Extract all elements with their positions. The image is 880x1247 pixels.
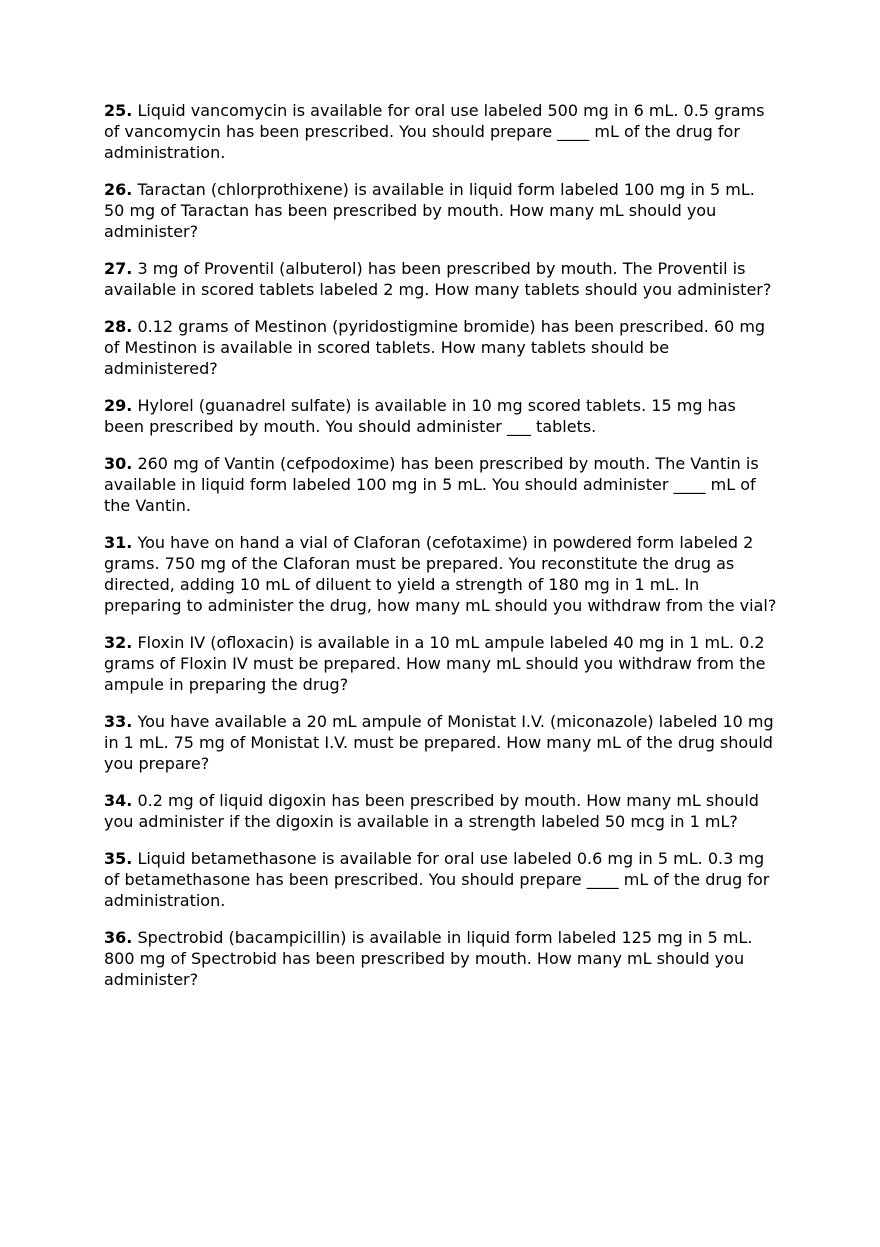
question-number: 34. [104, 791, 133, 810]
question-27 [104, 258, 780, 300]
question-number: 33. [104, 712, 133, 731]
question-number: 26. [104, 180, 133, 199]
question-29 [104, 395, 780, 437]
question-number: 36. [104, 928, 133, 947]
question-number: 30. [104, 454, 133, 473]
question-text: Spectrobid (bacampicillin) is available in liquid form labeled 125 mg in 5 mL. 800 mg of Spectrobid has been prescribed by mouth. How many mL should you administer? [104, 928, 753, 989]
question-number: 28. [104, 317, 133, 336]
question-36 [104, 927, 780, 990]
document-page [104, 100, 780, 1006]
question-number: 27. [104, 259, 133, 278]
question-30 [104, 453, 780, 516]
question-25 [104, 100, 780, 163]
question-text: Hylorel (guanadrel sulfate) is available in 10 mg scored tablets. 15 mg has been prescribed by mouth. You should administer ___ tablets. [104, 396, 736, 436]
question-34 [104, 790, 780, 832]
question-text: 0.2 mg of liquid digoxin has been prescribed by mouth. How many mL should you administer if the digoxin is available in a strength labeled 50 mcg in 1 mL? [104, 791, 759, 831]
question-text: Liquid betamethasone is available for oral use labeled 0.6 mg in 5 mL. 0.3 mg of betamethasone has been prescribed. You should prepare ____ mL of the drug for administration. [104, 849, 770, 910]
question-text: 260 mg of Vantin (cefpodoxime) has been prescribed by mouth. The Vantin is available in liquid form labeled 100 mg in 5 mL. You should administer ____ mL of the Vantin. [104, 454, 759, 515]
question-35 [104, 848, 780, 911]
question-text: You have on hand a vial of Claforan (cefotaxime) in powdered form labeled 2 grams. 750 mg of the Claforan must be prepared. You reconstitute the drug as directed, adding 10 mL of diluent to yield a strength of 180 mg in 1 mL. In preparing to administer the drug, how many mL should you withdraw from the vial? [104, 533, 777, 615]
question-text: Liquid vancomycin is available for oral use labeled 500 mg in 6 mL. 0.5 grams of vancomycin has been prescribed. You should prepare ____ mL of the drug for administration. [104, 101, 765, 162]
question-32 [104, 632, 780, 695]
question-number: 32. [104, 633, 133, 652]
question-text: Floxin IV (ofloxacin) is available in a 10 mL ampule labeled 40 mg in 1 mL. 0.2 grams of Floxin IV must be prepared. How many mL should you withdraw from the ampule in preparing the drug? [104, 633, 766, 694]
question-text: 3 mg of Proventil (albuterol) has been prescribed by mouth. The Proventil is available in scored tablets labeled 2 mg. How many tablets should you administer? [104, 259, 772, 299]
question-number: 31. [104, 533, 133, 552]
question-number: 35. [104, 849, 133, 868]
question-text: You have available a 20 mL ampule of Monistat I.V. (miconazole) labeled 10 mg in 1 mL. 75 mg of Monistat I.V. must be prepared. How many mL of the drug should you prepare? [104, 712, 774, 773]
question-26 [104, 179, 780, 242]
question-33 [104, 711, 780, 774]
question-text: Taractan (chlorprothixene) is available in liquid form labeled 100 mg in 5 mL. 50 mg of Taractan has been prescribed by mouth. How many mL should you administer? [104, 180, 755, 241]
question-text: 0.12 grams of Mestinon (pyridostigmine bromide) has been prescribed. 60 mg of Mestinon is available in scored tablets. How many tablets should be administered? [104, 317, 766, 378]
question-number: 25. [104, 101, 133, 120]
question-number: 29. [104, 396, 133, 415]
question-28 [104, 316, 780, 379]
question-31 [104, 532, 780, 616]
